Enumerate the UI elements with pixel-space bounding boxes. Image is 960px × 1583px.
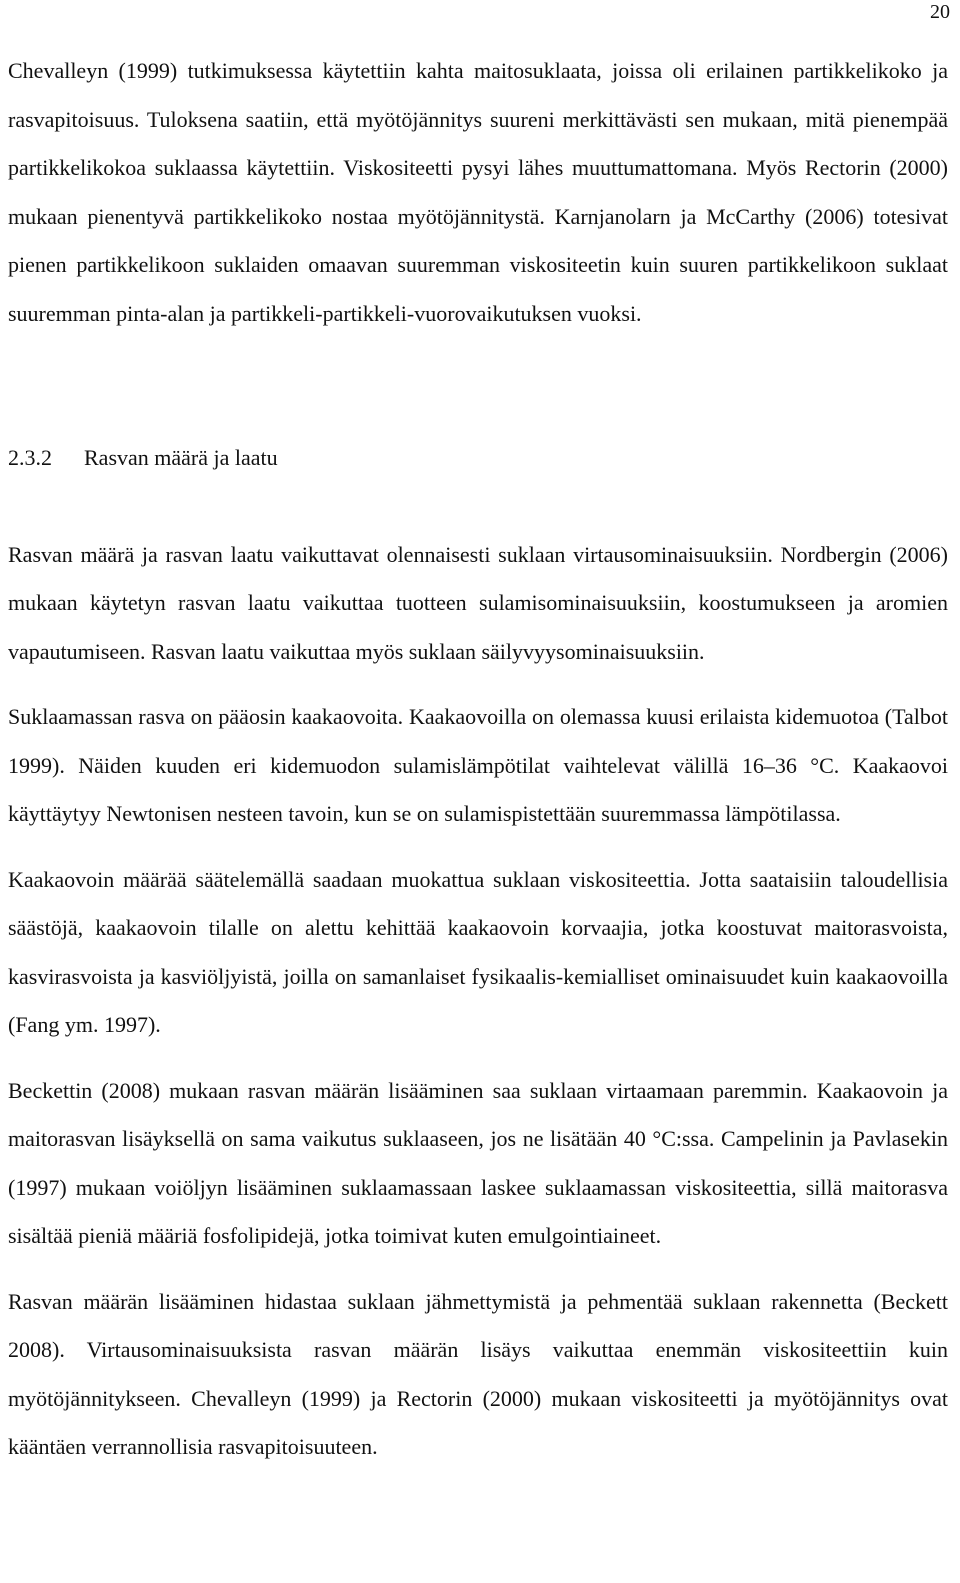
- section-title: Rasvan määrä ja laatu: [84, 445, 278, 470]
- section-number: 2.3.2: [8, 445, 52, 470]
- spacer: [8, 338, 948, 434]
- spacer: [8, 483, 948, 531]
- paragraph-cocoa-butter: Suklaamassan rasva on pääosin kaakaovoita. Kaakaovoilla on olemassa kuusi erilaista kidemuotoa (Talbot 1999). Näiden kuuden eri kidemuodon sulamislämpötilat vaihtelevat välillä 16–36 °C. Kaakaovoi käyttäytyy Newtonisen nesteen tavoin, kun se on sulamispistettään suuremmassa lämpötilassa.: [8, 704, 948, 826]
- spacer: [8, 1050, 948, 1067]
- paragraph-cocoa-butter-substitutes: Kaakaovoin määrää säätelemällä saadaan muokattua suklaan viskositeettia. Jotta saataisiin taloudellisia säästöjä, kaakaovoin tilalle on alettu kehittää kaakaovoin korvaajia, jotka koostuvat maitorasvoista, kasvirasvoista ja kasviöljyistä, joilla on samanlaiset fysikaalis-kemialliset ominaisuudet kuin kaakaovoilla (Fang ym. 1997).: [8, 866, 948, 1037]
- section-heading: [8, 434, 948, 483]
- paragraph-fat-amount-solidification: Rasvan määrän lisääminen hidastaa suklaan jähmettymistä ja pehmentää suklaan rakennetta (Beckett 2008). Virtausominaisuuksista rasvan määrän lisäys vaikuttaa enemmän viskositeettiin kuin myötöjännitykseen. Chevalleyn (1999) ja Rectorin (2000) mukaan viskositeetti ja myötöjännitys ovat kääntäen verrannollisia rasvapitoisuuteen.: [8, 1288, 948, 1459]
- paragraph-particle-size: Chevalleyn (1999) tutkimuksessa käytettiin kahta maitosuklaata, joissa oli erilainen partikkelikoko ja rasvapitoisuus. Tuloksena saatiin, että myötöjännitys suureni merkittävästi sen mukaan, mitä pienempää partikkelikokoa suklaassa käytettiin. Viskositeetti pysyi lähes muuttumattomana. Myös Rectorin (2000) mukaan pienentyvä partikkelikoko nostaa myötöjännitystä. Karnjanolarn ja McCarthy (2006) totesivat pienen partikkelikoon suklaiden omaavan suuremman viskositeetin kuin suuren partikkelikoon suklaat suuremman pinta-alan ja partikkeli-partikkeli-vuorovaikutuksen vuoksi.: [8, 58, 948, 326]
- document-body: [8, 47, 948, 1472]
- spacer: [8, 1261, 948, 1278]
- paragraph-fat-quality: Rasvan määrä ja rasvan laatu vaikuttavat olennaisesti suklaan virtausominaisuuksiin. Nordbergin (2006) mukaan käytetyn rasvan laatu vaikuttaa tuotteen sulamisominaisuuksiin, koostumukseen ja aromien vapautumiseen. Rasvan laatu vaikuttaa myös suklaan säilyvyysominaisuuksiin.: [8, 541, 948, 664]
- paragraph-fat-amount-flow: Beckettin (2008) mukaan rasvan määrän lisääminen saa suklaan virtaamaan paremmin. Kaakaovoin ja maitorasvan lisäyksellä on sama vaikutus suklaaseen, jos ne lisätään 40 °C:ssa. Campelinin ja Pavlasekin (1997) mukaan voiöljyn lisääminen suklaamassaan laskee suklaamassan viskositeettia, sillä maitorasva sisältää pieniä määriä fosfolipidejä, jotka toimivat kuten emulgointiaineet.: [8, 1077, 948, 1248]
- spacer: [8, 839, 948, 856]
- spacer: [8, 676, 948, 693]
- page-number: 20: [930, 1, 950, 23]
